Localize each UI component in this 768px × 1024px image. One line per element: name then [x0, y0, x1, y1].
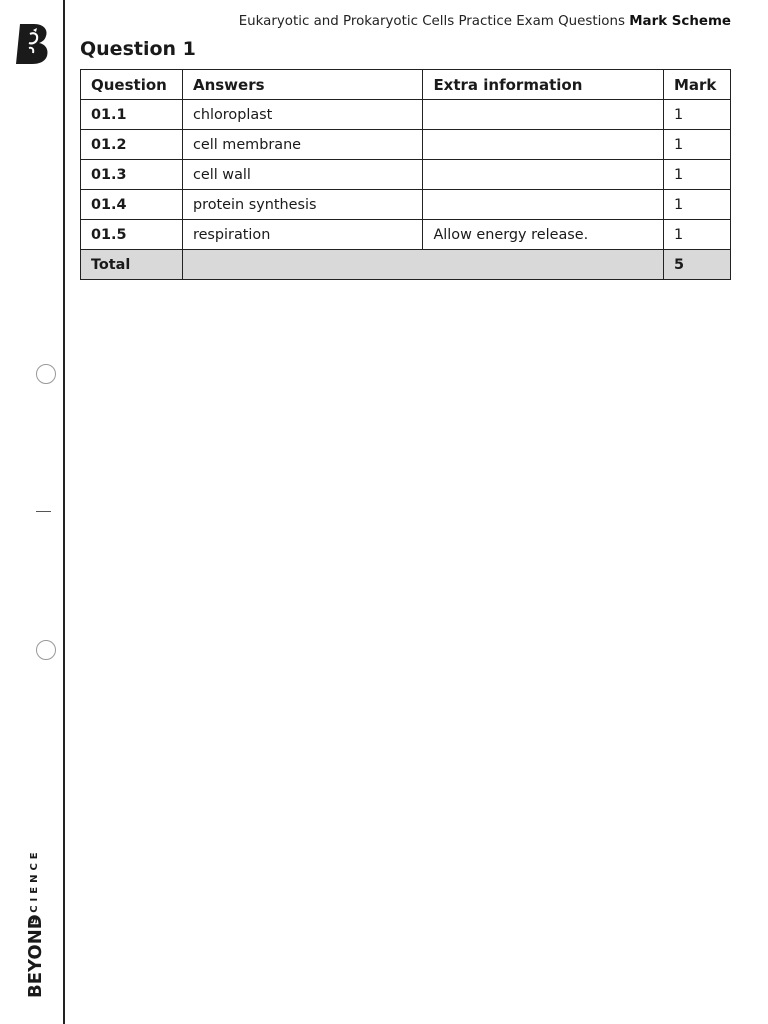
answer-cell: cell membrane: [182, 130, 422, 160]
brand-logo-vertical: [10, 846, 50, 1000]
total-mark: 5: [663, 250, 730, 280]
table-row: [81, 160, 731, 190]
column-header-mark: Mark: [663, 70, 730, 100]
total-row: [81, 250, 731, 280]
column-header-extra: Extra information: [423, 70, 664, 100]
answer-cell: cell wall: [182, 160, 422, 190]
total-blank-cell: [182, 250, 663, 280]
beyond-logo-icon: [14, 22, 52, 66]
header-title: Eukaryotic and Prokaryotic Cells Practice Exam Questions: [238, 14, 625, 29]
question-number: 01.1: [81, 100, 183, 130]
table-row: [81, 220, 731, 250]
punch-hole-bottom: [36, 640, 56, 660]
mark-cell: 1: [663, 220, 730, 250]
extra-info-cell: [423, 190, 664, 220]
table-row: [81, 100, 731, 130]
margin-rule: [63, 0, 65, 1024]
fold-mark: [36, 511, 51, 512]
extra-info-cell: [423, 130, 664, 160]
question-number: 01.4: [81, 190, 183, 220]
header-suffix: Mark Scheme: [629, 14, 731, 29]
answer-cell: chloroplast: [182, 100, 422, 130]
mark-cell: 1: [663, 100, 730, 130]
question-number: 01.3: [81, 160, 183, 190]
mark-cell: 1: [663, 190, 730, 220]
answer-cell: respiration: [182, 220, 422, 250]
column-header-question: Question: [81, 70, 183, 100]
punch-hole-top: [36, 364, 56, 384]
extra-info-cell: Allow energy release.: [423, 220, 664, 250]
table-row: [81, 190, 731, 220]
question-number: 01.5: [81, 220, 183, 250]
table-row: [81, 130, 731, 160]
extra-info-cell: [423, 100, 664, 130]
mark-scheme-table: [80, 69, 731, 280]
mark-cell: 1: [663, 160, 730, 190]
mark-cell: 1: [663, 130, 730, 160]
question-title: Question 1: [80, 38, 196, 60]
document-header: [239, 14, 731, 29]
column-header-answers: Answers: [182, 70, 422, 100]
total-label: Total: [81, 250, 183, 280]
extra-info-cell: [423, 160, 664, 190]
answer-cell: protein synthesis: [182, 190, 422, 220]
table-header-row: [81, 70, 731, 100]
question-number: 01.2: [81, 130, 183, 160]
brand-word: BEYOND: [25, 914, 46, 998]
brand-sub: SCIENCE: [29, 848, 40, 924]
